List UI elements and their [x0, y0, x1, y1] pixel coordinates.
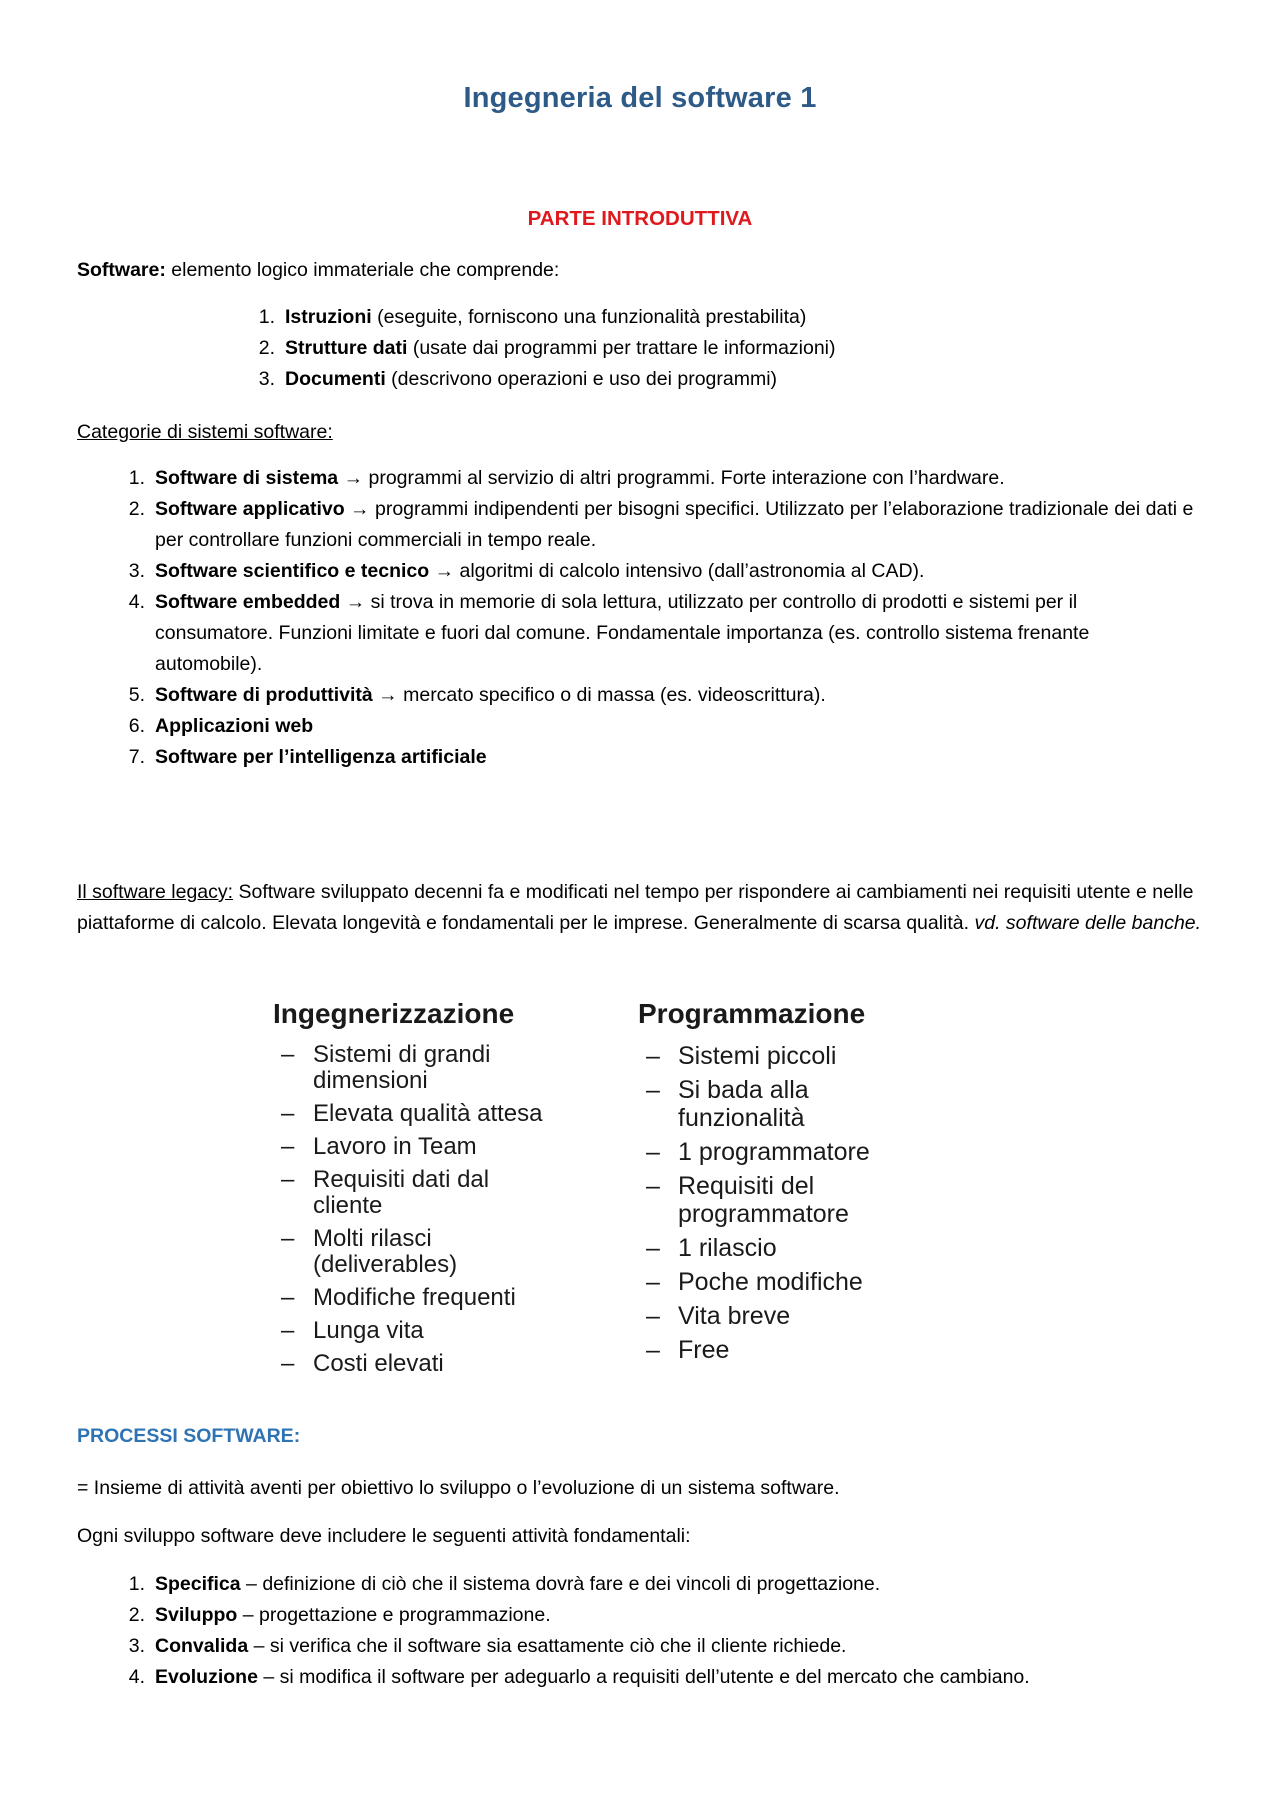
list-item-text: → algoritmi di calcolo intensivo (dall’astronomia al CAD).	[429, 560, 925, 582]
list-item-label: Sviluppo	[155, 1604, 238, 1626]
list-item-text: – si verifica che il software sia esattamente ciò che il cliente richiede.	[248, 1635, 847, 1657]
list-item: – Modifiche frequenti	[273, 1285, 563, 1311]
list-number: 4.	[128, 1666, 145, 1688]
list-item: – Lavoro in Team	[273, 1134, 563, 1160]
legacy-text: Software sviluppato decenni fa e modificati nel tempo per rispondere ai cambiamenti nei requisiti utente e nelle piattaforme di calcolo. Elevata longevità e fondamentali per le imprese. Generalmente di scarsa qualità.	[77, 881, 1194, 934]
list-item-label: Software applicativo	[155, 498, 345, 520]
comparison-right-title: Programmazione	[638, 998, 866, 1029]
list-number: 3.	[258, 368, 275, 390]
list-item: – Vita breve	[638, 1302, 918, 1330]
software-components-list	[258, 302, 985, 395]
list-item-label: Applicazioni web	[155, 715, 314, 737]
section-heading-intro: PARTE INTRODUTTIVA	[527, 207, 753, 230]
legacy-paragraph	[77, 877, 1207, 939]
list-item	[258, 364, 985, 395]
comparison-left-title: Ingegnerizzazione	[273, 998, 515, 1029]
document-title: Ingegneria del software 1	[463, 82, 817, 114]
list-item-label: Specifica	[155, 1573, 241, 1595]
list-item: – Lunga vita	[273, 1318, 563, 1344]
categories-heading: Categorie di sistemi software:	[77, 421, 333, 443]
list-item: – 1 rilascio	[638, 1234, 918, 1262]
software-definition-label: Software:	[77, 259, 166, 281]
list-item: – 1 programmatore	[638, 1138, 918, 1166]
list-item	[128, 1631, 1215, 1662]
processes-intro: Ogni sviluppo software deve includere le seguenti attività fondamentali:	[77, 1525, 691, 1547]
list-number: 4.	[128, 591, 145, 613]
list-item-label: Software di sistema	[155, 467, 339, 489]
list-item: – Costi elevati	[273, 1351, 563, 1377]
legacy-label: Il software legacy:	[77, 881, 234, 903]
list-item: – Requisiti dati dal cliente	[273, 1167, 563, 1219]
list-number: 3.	[128, 560, 145, 582]
comparison-column-engineering	[273, 998, 563, 1384]
list-number: 2.	[258, 337, 275, 359]
list-item-label: Software embedded	[155, 591, 341, 613]
list-item	[128, 742, 1195, 773]
list-item-text: – progettazione e programmazione.	[237, 1604, 551, 1626]
list-item	[128, 1569, 1215, 1600]
list-item: – Si bada alla funzionalità	[638, 1076, 918, 1132]
activities-list	[128, 1569, 1215, 1693]
list-item-label: Software per l’intelligenza artificiale	[155, 746, 487, 768]
list-number: 7.	[128, 746, 145, 768]
list-number: 2.	[128, 1604, 145, 1626]
list-item-label: Software scientifico e tecnico	[155, 560, 430, 582]
list-number: 6.	[128, 715, 145, 737]
list-item	[128, 587, 1195, 680]
comparison-left-list	[273, 1042, 563, 1377]
list-item: – Molti rilasci (deliverables)	[273, 1226, 563, 1278]
list-item-text: → programmi indipendenti per bisogni specifici. Utilizzato per l’elaborazione tradizionale dei dati e per controllare funzioni commerciali in tempo reale.	[155, 498, 1194, 551]
legacy-note: vd. software delle banche.	[974, 912, 1202, 934]
comparison-column-programming	[638, 998, 918, 1370]
list-item-text: → programmi al servizio di altri programmi. Forte interazione con l’hardware.	[338, 467, 1005, 489]
list-item: – Elevata qualità attesa	[273, 1101, 563, 1127]
list-number: 1.	[128, 467, 145, 489]
list-item: – Free	[638, 1336, 918, 1364]
list-item-text: (eseguite, forniscono una funzionalità prestabilita)	[371, 306, 807, 328]
list-item	[128, 680, 1195, 711]
list-item: – Requisiti del programmatore	[638, 1172, 918, 1228]
list-item-label: Strutture dati	[285, 337, 408, 359]
comparison-figure	[268, 998, 968, 1378]
list-item	[128, 1662, 1215, 1693]
list-item: – Poche modifiche	[638, 1268, 918, 1296]
categories-list	[128, 463, 1195, 773]
list-item	[128, 1600, 1215, 1631]
list-item	[128, 556, 1195, 587]
list-item	[128, 494, 1195, 556]
list-number: 1.	[258, 306, 275, 328]
list-item-label: Evoluzione	[155, 1666, 258, 1688]
list-item-text: – si modifica il software per adeguarlo a requisiti dell’utente e del mercato che cambiano.	[257, 1666, 1030, 1688]
software-definition-text: elemento logico immateriale che comprende:	[165, 259, 560, 281]
list-item-text: – definizione di ciò che il sistema dovrà fare e dei vincoli di progettazione.	[240, 1573, 881, 1595]
list-item: – Sistemi piccoli	[638, 1042, 918, 1070]
list-item	[258, 302, 985, 333]
list-item-text: → si trova in memorie di sola lettura, utilizzato per controllo di prodotti e sistemi per il consumatore. Funzioni limitate e fuori dal comune. Fondamentale importanza (es. controllo sistema frenante automobile).	[155, 591, 1090, 675]
list-item-label: Convalida	[155, 1635, 249, 1657]
list-item-label: Istruzioni	[285, 306, 372, 328]
list-item-text: → mercato specifico o di massa (es. videoscrittura).	[372, 684, 826, 706]
software-definition	[77, 255, 559, 286]
list-item-label: Documenti	[285, 368, 386, 390]
comparison-right-list	[638, 1042, 918, 1364]
list-item-text: (descrivono operazioni e uso dei programmi)	[385, 368, 778, 390]
list-number: 5.	[128, 684, 145, 706]
list-number: 1.	[128, 1573, 145, 1595]
list-item-text: (usate dai programmi per trattare le informazioni)	[407, 337, 836, 359]
list-number: 3.	[128, 1635, 145, 1657]
list-item	[128, 463, 1195, 494]
processes-definition: = Insieme di attività aventi per obiettivo lo sviluppo o l’evoluzione di un sistema software.	[77, 1477, 840, 1499]
list-item	[128, 711, 1195, 742]
list-item	[258, 333, 985, 364]
section-heading-processes: PROCESSI SOFTWARE:	[77, 1425, 301, 1447]
list-item-label: Software di produttività	[155, 684, 373, 706]
list-item: – Sistemi di grandi dimensioni	[273, 1042, 563, 1094]
list-number: 2.	[128, 498, 145, 520]
